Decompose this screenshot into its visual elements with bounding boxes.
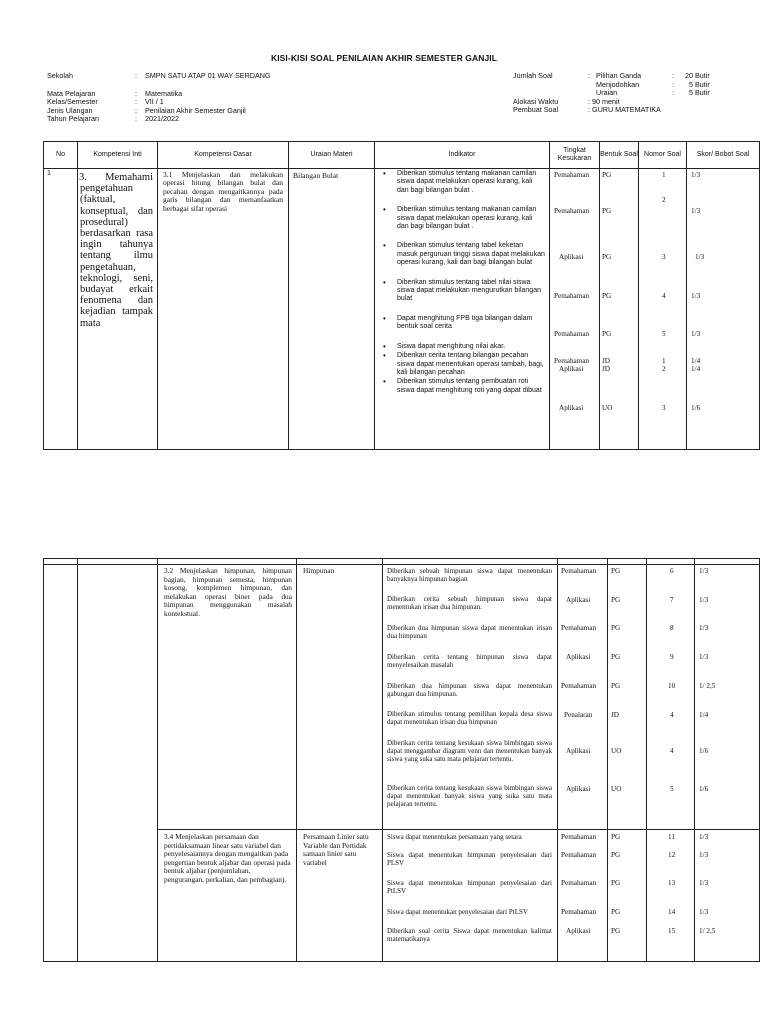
tingkat-value: Pemahaman (554, 171, 590, 179)
question-unit: Butir (695, 88, 710, 98)
header-skor: Skor/ Bobot Soal (687, 142, 760, 169)
skor-value: 1/ 2,5 (699, 927, 716, 935)
bentuk-value: UO (611, 747, 622, 755)
tingkat-value: Aplikasi (566, 785, 591, 793)
header-indikator: Indikator (375, 142, 550, 169)
kompetensi-inti-cell (78, 169, 158, 450)
tingkat-value: Aplikasi (566, 747, 591, 755)
nomor-value: 10 (668, 682, 676, 690)
tingkat-value: Aplikasi (566, 596, 591, 604)
uraian-materi-cell (297, 565, 383, 962)
nomor-soal-cell (639, 169, 687, 450)
tingkat-value: Pemahaman (561, 567, 597, 575)
info-value: VII / 1 (145, 97, 164, 107)
nomor-value: 6 (670, 567, 674, 575)
indikator-cell (383, 565, 558, 962)
question-type: Pilihan Ganda (596, 71, 642, 80)
tingkat-value: Pemahaman (554, 357, 590, 365)
skor-value: 1/3 (699, 596, 709, 604)
school-info (47, 72, 271, 124)
info-label: Sekolah (47, 71, 73, 80)
bentuk-value: JD (611, 711, 619, 719)
indikator-item: Diberikan stimulus tentang pemilihan kepala desa siswa dapat menentukan irisan dua himpunan (387, 710, 552, 726)
materi-plsv: Persamaan Linier satu Variable dan Pertidak samaan linier satu variabel (303, 832, 369, 867)
tingkat-value: Pemahaman (561, 879, 597, 887)
indikator-item: • Diberikan stimulus tentang makanan camilan siswa dapat melakukan operasi kurang, kali dan bagi bilangan bulat . (381, 206, 545, 231)
skor-value: 1/3 (699, 833, 709, 841)
tingkat-value: Aplikasi (566, 653, 591, 661)
header-tingkat-kesukaran: Tingkat Kesukaran (550, 142, 600, 169)
tingkat-value: Penalaran (564, 711, 593, 719)
bentuk-value: PG (611, 653, 621, 661)
uraian-materi-cell: Bilangan Bulat (289, 169, 375, 450)
nomor-value: 11 (668, 833, 675, 841)
header-kompetensi-inti: Kompetensi Inti (78, 142, 158, 169)
nomor-value: 9 (670, 653, 674, 661)
skor-value: 1/3 (699, 653, 709, 661)
info-row-sekolah (47, 72, 271, 81)
indikator-item: • Dapat menghitung FPB tiga bilangan dalam bentuk soal cerita (381, 315, 545, 332)
table-header-row (44, 142, 760, 169)
info-separator: : (672, 71, 674, 80)
bentuk-value: PG (611, 624, 621, 632)
bentuk-value: PG (602, 171, 612, 179)
bentuk-value: PG (611, 879, 621, 887)
kisi-kisi-table-2 (43, 558, 760, 962)
table-row (44, 169, 760, 450)
skor-value: 1/3 (699, 851, 709, 859)
bentuk-soal-cell (600, 169, 639, 450)
bentuk-value: JD (602, 357, 610, 365)
info-value: Matematika (145, 88, 183, 98)
bentuk-value: UO (602, 404, 613, 412)
indikator-item: Siswa dapat menentukan persamaan yang setara (387, 833, 522, 841)
tingkat-value: Pemahaman (561, 682, 597, 690)
tingkat-value: Pemahaman (561, 833, 597, 841)
info-separator: : (672, 79, 674, 89)
tingkat-kesukaran-cell (550, 169, 600, 450)
header-kompetensi-dasar: Kompetensi Dasar (158, 142, 289, 169)
info-row-tahun-pelajaran (47, 115, 271, 124)
kompetensi-inti-text: 3. Memahami pengetahuan (faktual, konseptual, dan prosedural) berdasarkan rasa ingin tahunya tentang ilmu pengetahuan, teknologi, seni, budayat erkait fenomena dan kejadian tampak mata (79, 172, 153, 329)
info-separator: : (135, 97, 137, 107)
question-unit: Butir (695, 79, 710, 89)
nomor-value: 12 (668, 851, 676, 859)
info-label: Jenis Ulangan (47, 105, 93, 115)
skor-value: 1/4 (691, 357, 701, 365)
info-label: Jumlah Soal (513, 71, 553, 80)
nomor-soal-cell (647, 565, 695, 962)
nomor-value: 4 (670, 747, 674, 755)
skor-value: 1/3 (691, 330, 701, 338)
skor-value: 1/6 (699, 747, 709, 755)
nomor-value: 2 (662, 365, 666, 373)
row-number: 1 (44, 169, 78, 450)
nomor-value: 5 (662, 330, 666, 338)
nomor-value: 5 (670, 785, 674, 793)
indikator-item: Siswa dapat menentukan penyelesaian dari PtLSV (387, 908, 528, 916)
indikator-item: • Siswa dapat menghitung nilai akar. (381, 343, 545, 351)
kd-3-4: 3.4 Menjelaskan persamaan dan pertidaksamaan linear satu variabel dan penyelesaiannya dengan mengaitkan pada pengertian bentuk aljabar dan operasi pada bentuk aljabar (penjumlahan, pengurangan, perkalian, dan pembagian). (164, 832, 291, 884)
skor-value: 1/ 2,5 (699, 682, 716, 690)
indikator-item: • Diberikan cerita tentang bilangan pecahan siswa dapat menentukan operasi tambah, bagi, kali bilangan pecahan (381, 352, 545, 377)
info-separator: : (588, 71, 590, 80)
indikator-cell (375, 169, 550, 450)
nomor-value: 3 (662, 404, 666, 412)
bentuk-value: PG (602, 253, 612, 261)
tingkat-value: Aplikasi (559, 404, 584, 412)
nomor-value: 4 (662, 292, 666, 300)
indikator-item: Diberikan dua himpunan siswa dapat menentukan gabungan dua himpunan. (387, 682, 552, 698)
indikator-item: Diberikan cerita tentang kesukaan siswa bimbingan siswa dapat menentukan banyak siswa yang suka satu mata pelajaran tertentu. (387, 784, 552, 808)
info-separator: : (672, 88, 674, 98)
indikator-item: • Diberikan stimulus tentang tabel nilai siswa siswa dapat melakukan mengurutkan bilangan bulat (381, 279, 545, 304)
indikator-item: Diberikan soal cerita Siswa dapat menentukan kalimat matematikanya (387, 927, 552, 943)
nomor-value: 13 (668, 879, 676, 887)
nomor-value: 4 (670, 711, 674, 719)
nomor-value: 7 (670, 596, 674, 604)
question-count: 5 (689, 79, 693, 89)
bentuk-value: PG (611, 567, 621, 575)
header-no: No (44, 142, 78, 169)
header-nomor-soal: Nomor Soal (639, 142, 687, 169)
nomor-value: 3 (662, 253, 666, 261)
document-title: KISI-KISI SOAL PENILAIAN AKHIR SEMESTER GANJIL (270, 53, 498, 63)
info-value: : 90 menit (588, 96, 620, 106)
info-value: 2021/2022 (145, 114, 179, 124)
tingkat-value: Pemahaman (561, 851, 597, 859)
bentuk-value: PG (611, 596, 621, 604)
info-separator: : (135, 71, 137, 80)
info-value: SMPN SATU ATAP 01 WAY SERDANG (145, 71, 271, 80)
indikator-item: Diberikan cerita sebuah himpunan siswa dapat menentukan irisan dua himpunan. (387, 595, 552, 611)
question-count: 5 (689, 88, 693, 98)
skor-value: 1/3 (691, 207, 701, 215)
skor-value: 1/4 (691, 365, 701, 373)
nomor-value: 1 (662, 357, 666, 365)
indikator-item: Diberikan dua himpunan siswa dapat menentukan irisan dua himpunan (387, 624, 552, 640)
bentuk-value: PG (602, 292, 612, 300)
tingkat-value: Aplikasi (559, 253, 584, 261)
tingkat-value: Pemahaman (554, 330, 590, 338)
indikator-item: Diberikan cerita tentang kesukaan siswa bimbingan siswa dapat menggambar diagram venn dan menentukan banyak siswa yang suka satu mata pelajaran tertentu. (387, 739, 552, 763)
kd-3-2: 3.2 Menjelaskan himpunan, himpunan bagian, himpunan semesta, himpunan kosong, komplemen himpunan, dan melakukan operasi biner pada dua himpunan menggunakan masalah kontekstual. (164, 566, 292, 618)
info-label: Kelas/Semester (47, 97, 98, 107)
bentuk-value: JD (602, 365, 610, 373)
skor-value: 1/3 (691, 171, 701, 179)
info-separator: : (135, 105, 137, 115)
kompetensi-dasar-cell (158, 565, 297, 962)
info-label: Alokasi Waktu (513, 96, 559, 106)
indikator-item: Diberikan cerita tentang himpunan siswa dapat menyelesaikan masalah (387, 653, 552, 669)
question-type: Menjodohkan (596, 79, 640, 89)
skor-value: 1/3 (699, 624, 709, 632)
bentuk-value: PG (602, 207, 612, 215)
bentuk-value: PG (602, 330, 612, 338)
skor-value: 1/3 (699, 879, 709, 887)
skor-value: 1/3 (699, 567, 709, 575)
bentuk-value: PG (611, 833, 621, 841)
skor-value: 1/3 (695, 253, 705, 261)
question-type: Uraian (596, 88, 618, 98)
indikator-item: • Diberikan stimulus tentang pembuatan roti siswa dapat menghitung roti yang dapat dibuat (381, 378, 545, 395)
tingkat-value: Aplikasi (566, 927, 591, 935)
info-separator: : (135, 114, 137, 124)
indikator-item: • Diberikan stimulus tentang makanan camilan siswa dapat melakukan operasi kurang, kali dan bagi bilangan bulat . (381, 170, 545, 195)
skor-value: 1/4 (699, 711, 709, 719)
nomor-value: 8 (670, 624, 674, 632)
info-label: Mata Pelajaran (47, 88, 96, 98)
tingkat-value: Pemahaman (554, 207, 590, 215)
nomor-value: 1 (662, 171, 666, 179)
info-label: Pembuat Soal (513, 105, 559, 115)
tingkat-value: Pemahaman (561, 624, 597, 632)
info-row-pembuat-soal (513, 106, 710, 115)
skor-cell (687, 169, 760, 450)
indikator-item: Diberikan sebuah himpunan siswa dapat menentukan banyaknya himpunan bagian (387, 567, 552, 583)
info-separator: : (135, 88, 137, 98)
nomor-value: 15 (668, 927, 676, 935)
kompetensi-dasar-cell: 3.1 Menjelaskan dan melakukan operasi hitung bilangan bulat dan pecahan dengan mengaitkannya pada garis bilangan dan memanfaatkan berbagai sifat operasi (158, 169, 289, 450)
tingkat-kesukaran-cell (558, 565, 608, 962)
table-row (44, 565, 760, 962)
bentuk-value: PG (611, 682, 621, 690)
bentuk-soal-cell (608, 565, 647, 962)
skor-cell (695, 565, 760, 962)
info-value: : GURU MATEMATIKA (588, 105, 661, 115)
bentuk-value: PG (611, 927, 621, 935)
indikator-item: • Diberikan stimulus tentang tabel keketan masuk perguruan tinggi siswa dapat melakukan operasi kurang, kali dan bagi bilangan bulat (381, 242, 545, 267)
nomor-value: 2 (662, 196, 666, 204)
exam-info (513, 72, 710, 115)
bentuk-value: PG (611, 851, 621, 859)
indikator-item: Siswa dapat menentukan himpunan penyelesaian dari PtLSV (387, 879, 552, 895)
header-bentuk-soal: Bentuk Soal (600, 142, 639, 169)
tingkat-value: Aplikasi (559, 365, 584, 373)
tingkat-value: Pemahaman (554, 292, 590, 300)
row-number-empty (44, 565, 78, 962)
kisi-kisi-table-1 (43, 141, 760, 450)
skor-value: 1/6 (691, 404, 701, 412)
bentuk-value: UO (611, 785, 622, 793)
materi-himpunan: Himpunan (303, 566, 335, 575)
skor-value: 1/3 (691, 292, 701, 300)
info-label: Tahun Pelajaran (47, 114, 99, 124)
indikator-item: Siswa dapat menentukan himpunan penyelesaian dari PLSV (387, 851, 552, 867)
skor-value: 1/6 (699, 785, 709, 793)
bentuk-value: PG (611, 908, 621, 916)
kompetensi-inti-empty (78, 565, 158, 962)
info-value: Penilaian Akhir Semester Ganjil (145, 105, 246, 115)
skor-value: 1/3 (699, 908, 709, 916)
question-unit: Butir (695, 71, 710, 80)
indikator-list (375, 169, 549, 395)
tingkat-value: Pemahaman (561, 908, 597, 916)
header-uraian-materi: Uraian Materi (289, 142, 375, 169)
nomor-value: 14 (668, 908, 676, 916)
question-count: 20 (685, 71, 693, 80)
